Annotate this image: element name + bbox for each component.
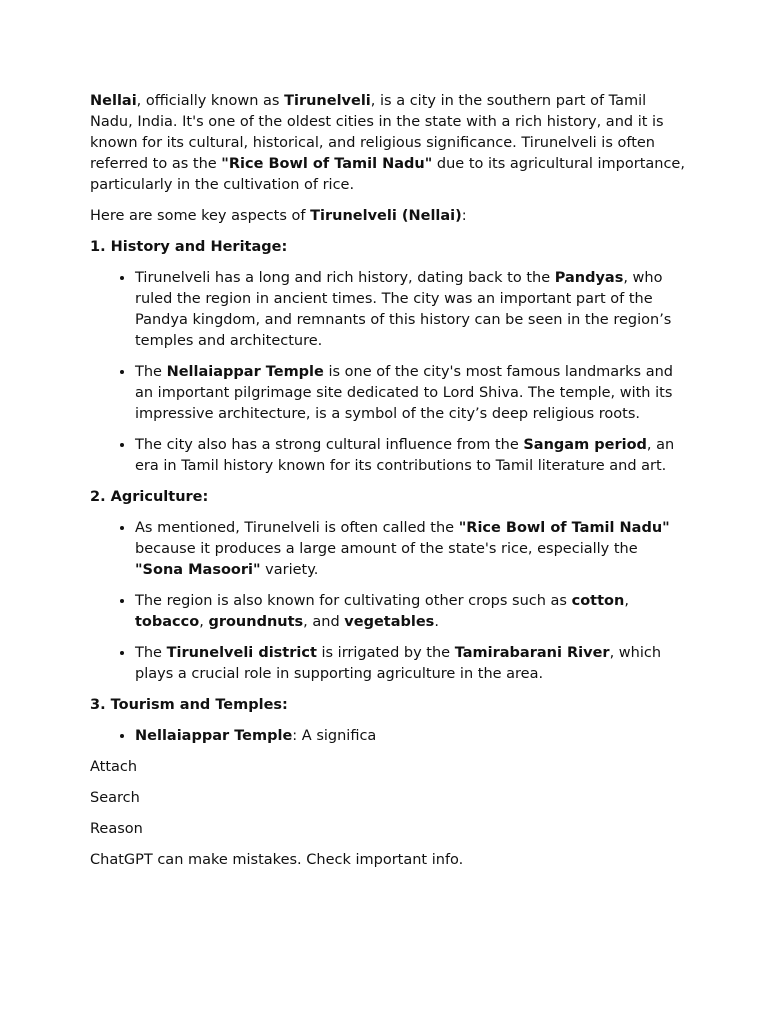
section-heading-agriculture: 2. Agriculture:	[90, 489, 209, 505]
list-item: • The Nellaiappar Temple is one of the city's most famous landmarks and an important pilgrimage site dedicated to Lord Shiva. The temple, with its impressive architecture, is a symbol of the city’s deep religious roots.	[135, 362, 690, 425]
list-item: • The Tirunelveli district is irrigated by the Tamirabarani River, which plays a crucial role in supporting agriculture in the area.	[135, 643, 690, 685]
agriculture-list	[90, 518, 690, 685]
section-heading-history: 1. History and Heritage:	[90, 239, 288, 255]
attach-button[interactable]: Attach	[90, 759, 138, 775]
intro-paragraph: Nellai, officially known as Tirunelveli, is a city in the southern part of Tamil Nadu, India. It's one of the oldest cities in the state with a rich history, and it is known for its cultural, historical, and religious significance. Tirunelveli is often referred to as the "Rice Bowl of Tamil Nadu" due to its agricultural importance, particularly in the cultivation of rice.	[90, 93, 685, 193]
key-aspects-paragraph: Here are some key aspects of Tirunelveli (Nellai):	[90, 208, 467, 224]
reason-button[interactable]: Reason	[90, 821, 143, 837]
search-button[interactable]: Search	[90, 790, 140, 806]
list-item: • The region is also known for cultivating other crops such as cotton, tobacco, groundnuts, and vegetables.	[135, 591, 690, 633]
section-heading-tourism: 3. Tourism and Temples:	[90, 697, 288, 713]
tourism-list	[90, 726, 690, 747]
bold-tirunelveli: Tirunelveli	[284, 93, 371, 109]
list-item: • Nellaiappar Temple: A significa	[135, 726, 690, 747]
chat-response	[90, 91, 690, 881]
history-list	[90, 268, 690, 477]
bold-nellai: Nellai	[90, 93, 137, 109]
bold-rice-bowl: "Rice Bowl of Tamil Nadu"	[221, 156, 433, 172]
list-item: • The city also has a strong cultural influence from the Sangam period, an era in Tamil history known for its contributions to Tamil literature and art.	[135, 435, 690, 477]
list-item: • As mentioned, Tirunelveli is often called the "Rice Bowl of Tamil Nadu" because it produces a large amount of the state's rice, especially the "Sona Masoori" variety.	[135, 518, 690, 581]
list-item: • Tirunelveli has a long and rich history, dating back to the Pandyas, who ruled the region in ancient times. The city was an important part of the Pandya kingdom, and remnants of this history can be seen in the region’s temples and architecture.	[135, 268, 690, 352]
disclaimer-text: ChatGPT can make mistakes. Check important info.	[90, 852, 464, 868]
